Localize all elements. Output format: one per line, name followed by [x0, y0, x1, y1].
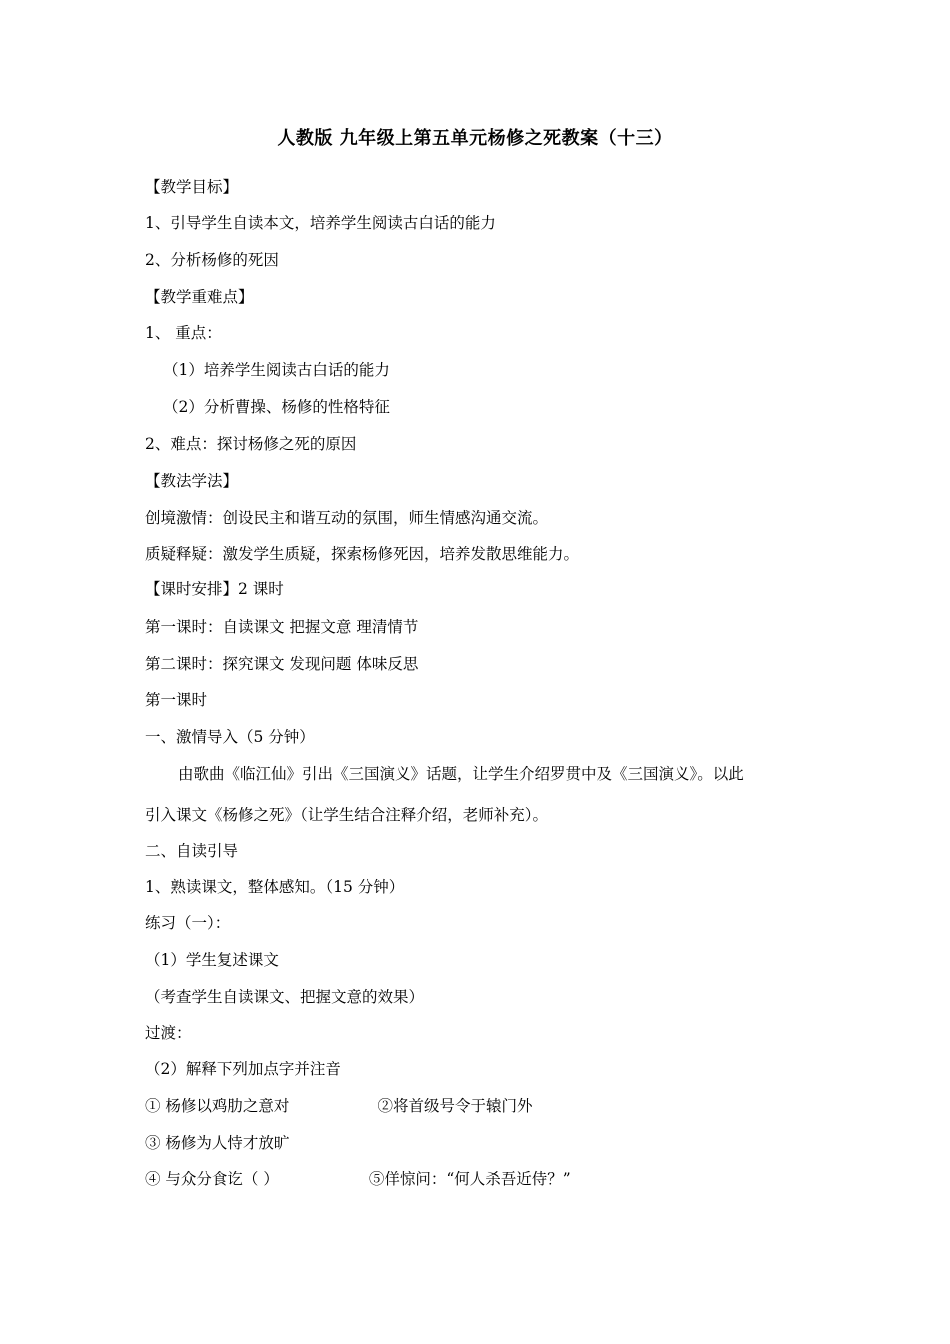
- section-heading-methods: 【教法学法】: [145, 472, 239, 490]
- goal-item-1: 1、引导学生自读本文，培养学生阅读古白话的能力: [145, 214, 496, 232]
- exercise-note: （考查学生自读课文、把握文意的效果）: [145, 988, 425, 1006]
- lesson-heading: 第一课时: [145, 691, 208, 709]
- page-title: 人教版 九年级上第五单元杨修之死教案（十三）: [277, 128, 673, 149]
- section-heading-schedule: 【课时安排】2 课时: [145, 580, 284, 598]
- difficulty-point: 2、难点：探讨杨修之死的原因: [145, 435, 357, 453]
- key-point-heading: 1、 重点：: [145, 324, 222, 342]
- word-list-row-1: [145, 1096, 532, 1116]
- part-two-heading: 二、自读引导: [145, 842, 239, 860]
- method-item-2: 质疑释疑：激发学生质疑，探索杨修死因，培养发散思维能力。: [145, 545, 580, 563]
- paragraph-intro-line-2: 引入课文《杨修之死》（让学生结合注释介绍，老师补充）。: [145, 806, 549, 824]
- paragraph-intro-line-1: 由歌曲《临江仙》引出《三国演义》话题，让学生介绍罗贯中及《三国演义》。以此: [178, 765, 744, 783]
- part-one-heading: 一、激情导入（5 分钟）: [145, 728, 315, 746]
- key-point-item-1: （1）培养学生阅读古白话的能力: [163, 361, 390, 379]
- key-point-item-2: （2）分析曹操、杨修的性格特征: [163, 398, 390, 416]
- word-list-row-3: [145, 1169, 571, 1189]
- schedule-item-1: 第一课时：自读课文 把握文意 理清情节: [145, 618, 419, 636]
- transition-label: 过渡：: [145, 1024, 192, 1042]
- reading-step-1: 1、熟读课文，整体感知。（15 分钟）: [145, 878, 405, 896]
- section-heading-key-points: 【教学重难点】: [145, 288, 254, 306]
- exercise-item-1: （1）学生复述课文: [145, 951, 279, 969]
- word-item-3: ③ 杨修为人恃才放旷: [145, 1134, 290, 1152]
- word-item-5: ⑤佯惊问：“何人杀吾近侍？”: [368, 1170, 571, 1188]
- exercise-heading: 练习（一）：: [145, 914, 231, 932]
- word-item-4: ④ 与众分食讫（ ）: [145, 1170, 279, 1188]
- goal-item-2: 2、分析杨修的死因: [145, 251, 279, 269]
- section-heading-teaching-goals: 【教学目标】: [145, 178, 239, 196]
- word-item-1: ① 杨修以鸡肋之意对: [145, 1097, 290, 1115]
- exercise-item-2: （2）解释下列加点字并注音: [145, 1060, 341, 1078]
- method-item-1: 创境激情：创设民主和谐互动的氛围，师生情感沟通交流。: [145, 509, 549, 527]
- schedule-item-2: 第二课时：探究课文 发现问题 体味反思: [145, 655, 419, 673]
- word-item-2: ②将首级号令于辕门外: [377, 1097, 533, 1115]
